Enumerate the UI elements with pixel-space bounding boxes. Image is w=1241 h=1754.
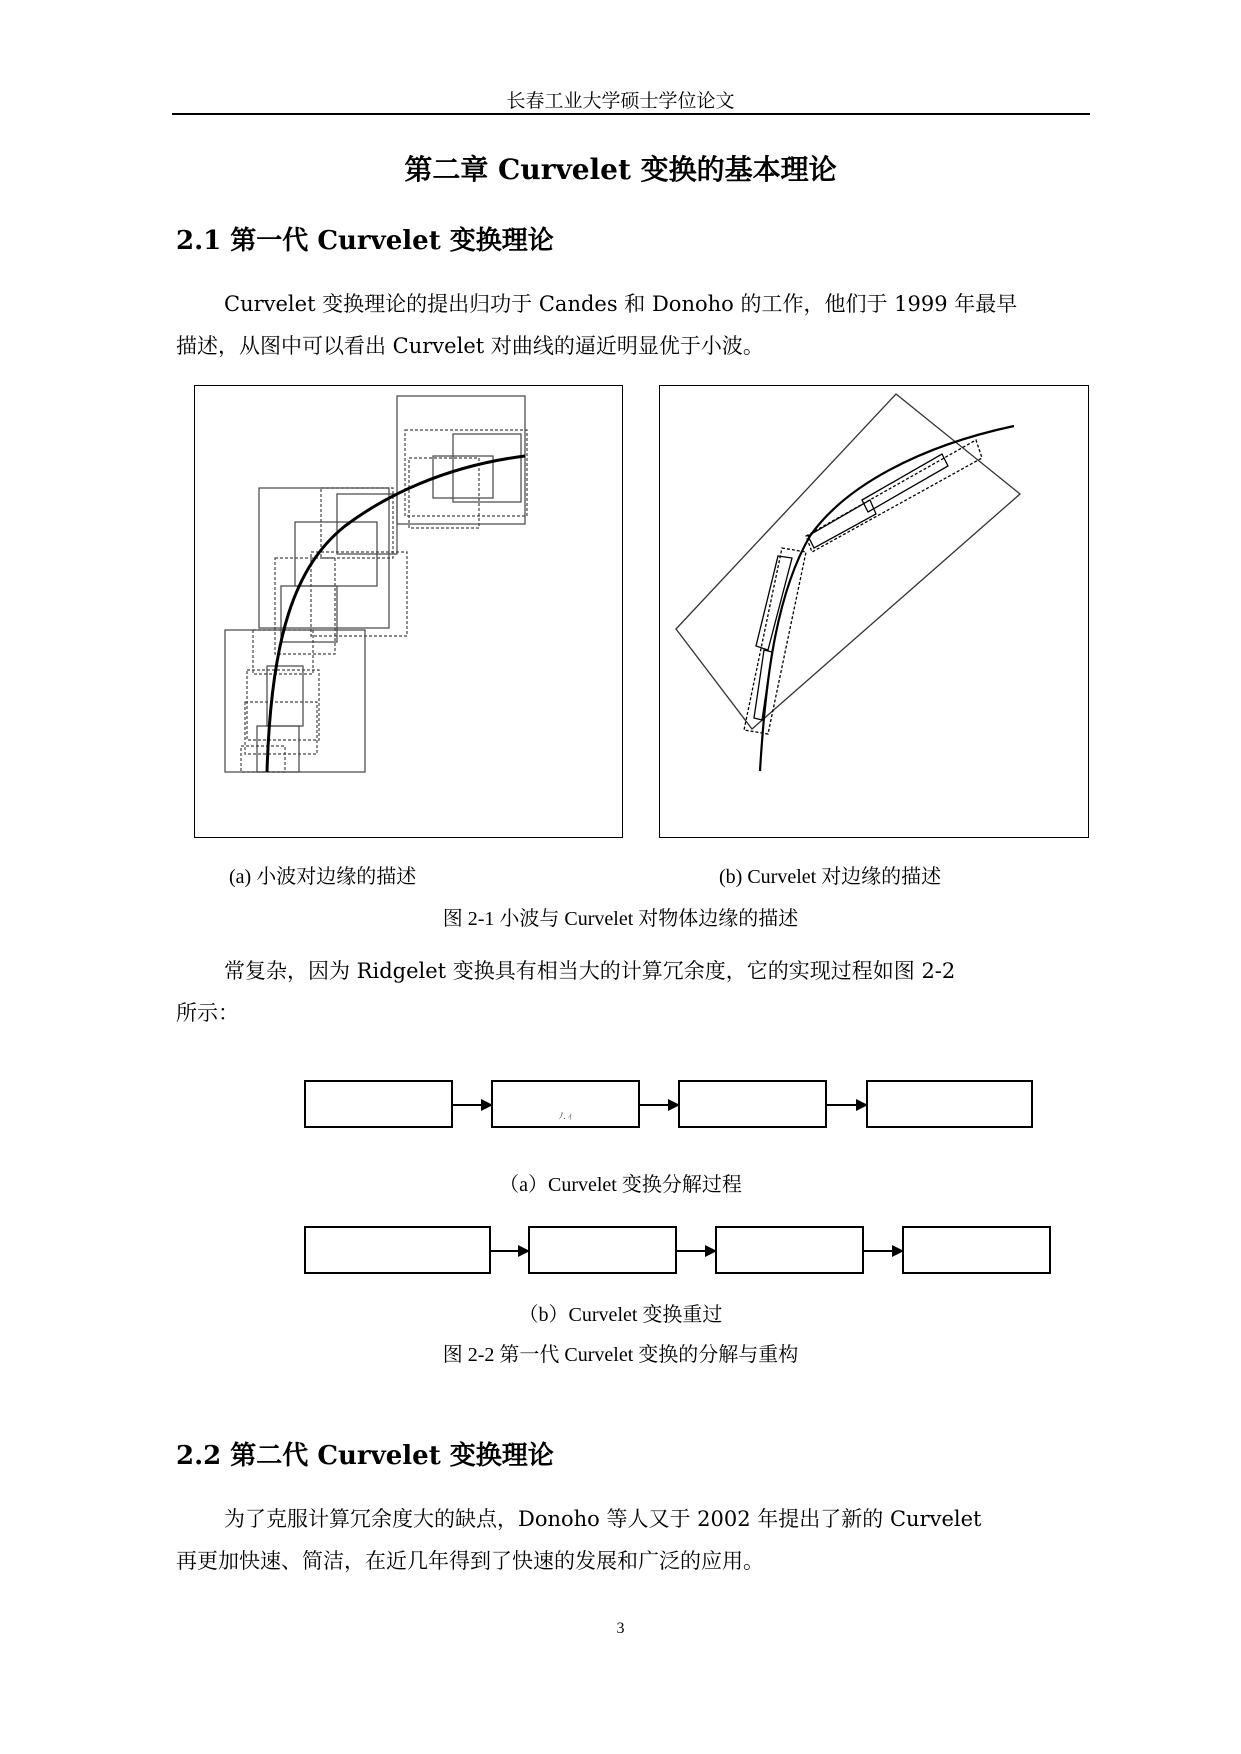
figure-2-1-panel-b bbox=[659, 385, 1089, 838]
flow-arrow bbox=[453, 1104, 491, 1106]
flow-box-b-1 bbox=[304, 1226, 491, 1274]
flow-box-a-2 bbox=[491, 1080, 640, 1128]
paragraph-line: 所示： bbox=[176, 1001, 239, 1025]
flow-arrow bbox=[491, 1250, 528, 1252]
curvelet-tiling-diagram bbox=[660, 386, 1090, 839]
flow-arrow bbox=[864, 1250, 902, 1252]
page-number: 3 bbox=[616, 1620, 625, 1637]
paragraph-ridgelet bbox=[176, 950, 1094, 1034]
chapter-title: 第二章 Curvelet 变换的基本理论 bbox=[404, 153, 837, 186]
header-rule bbox=[172, 113, 1090, 115]
figure-2-1-caption-b: (b) Curvelet 对边缘的描述 bbox=[719, 866, 942, 888]
figure-2-2-caption-b: （b）Curvelet 变换重过 bbox=[518, 1304, 723, 1326]
box-text-fragment: ﾉ. ｨ bbox=[558, 1111, 573, 1121]
section-heading-2-2: 2.2 第二代 Curvelet 变换理论 bbox=[176, 1441, 554, 1471]
flow-arrow bbox=[677, 1250, 715, 1252]
figure-2-1-panel-a bbox=[194, 385, 623, 838]
running-header: 长春工业大学硕士学位论文 bbox=[506, 91, 735, 112]
flow-box-b-4 bbox=[902, 1226, 1051, 1274]
flow-box-a-3 bbox=[678, 1080, 827, 1128]
figure-2-2-caption-a: （a）Curvelet 变换分解过程 bbox=[499, 1174, 742, 1196]
figure-2-1-caption: 图 2-1 小波与 Curvelet 对物体边缘的描述 bbox=[442, 908, 799, 930]
paragraph-line: 再更加快速、简洁，在近几年得到了快速的发展和广泛的应用。 bbox=[176, 1549, 764, 1573]
paragraph-line: 为了克服计算冗余度大的缺点，Donoho 等人又于 2002 年提出了新的 Curvelet bbox=[224, 1507, 982, 1531]
wavelet-tiling-diagram bbox=[195, 386, 624, 839]
figure-2-1-caption-a: (a) 小波对边缘的描述 bbox=[229, 866, 417, 888]
paragraph-line: Curvelet 变换理论的提出归功于 Candes 和 Donoho 的工作，他们于 1999 年最早 bbox=[224, 292, 1018, 316]
flow-arrow bbox=[640, 1104, 678, 1106]
figure-2-2-caption: 图 2-2 第一代 Curvelet 变换的分解与重构 bbox=[442, 1344, 799, 1366]
flow-box-b-3 bbox=[715, 1226, 864, 1274]
paragraph-line: 描述，从图中可以看出 Curvelet 对曲线的逼近明显优于小波。 bbox=[176, 334, 764, 358]
flow-box-a-4 bbox=[866, 1080, 1033, 1128]
flow-arrow bbox=[827, 1104, 866, 1106]
paragraph-2-1 bbox=[176, 283, 1094, 367]
paragraph-line: 常复杂，因为 Ridgelet 变换具有相当大的计算冗余度，它的实现过程如图 2-2 bbox=[224, 959, 956, 983]
flow-box-a-1 bbox=[304, 1080, 453, 1128]
paragraph-2-2 bbox=[176, 1498, 1094, 1582]
flow-box-b-2 bbox=[528, 1226, 677, 1274]
section-heading-2-1: 2.1 第一代 Curvelet 变换理论 bbox=[176, 226, 554, 256]
